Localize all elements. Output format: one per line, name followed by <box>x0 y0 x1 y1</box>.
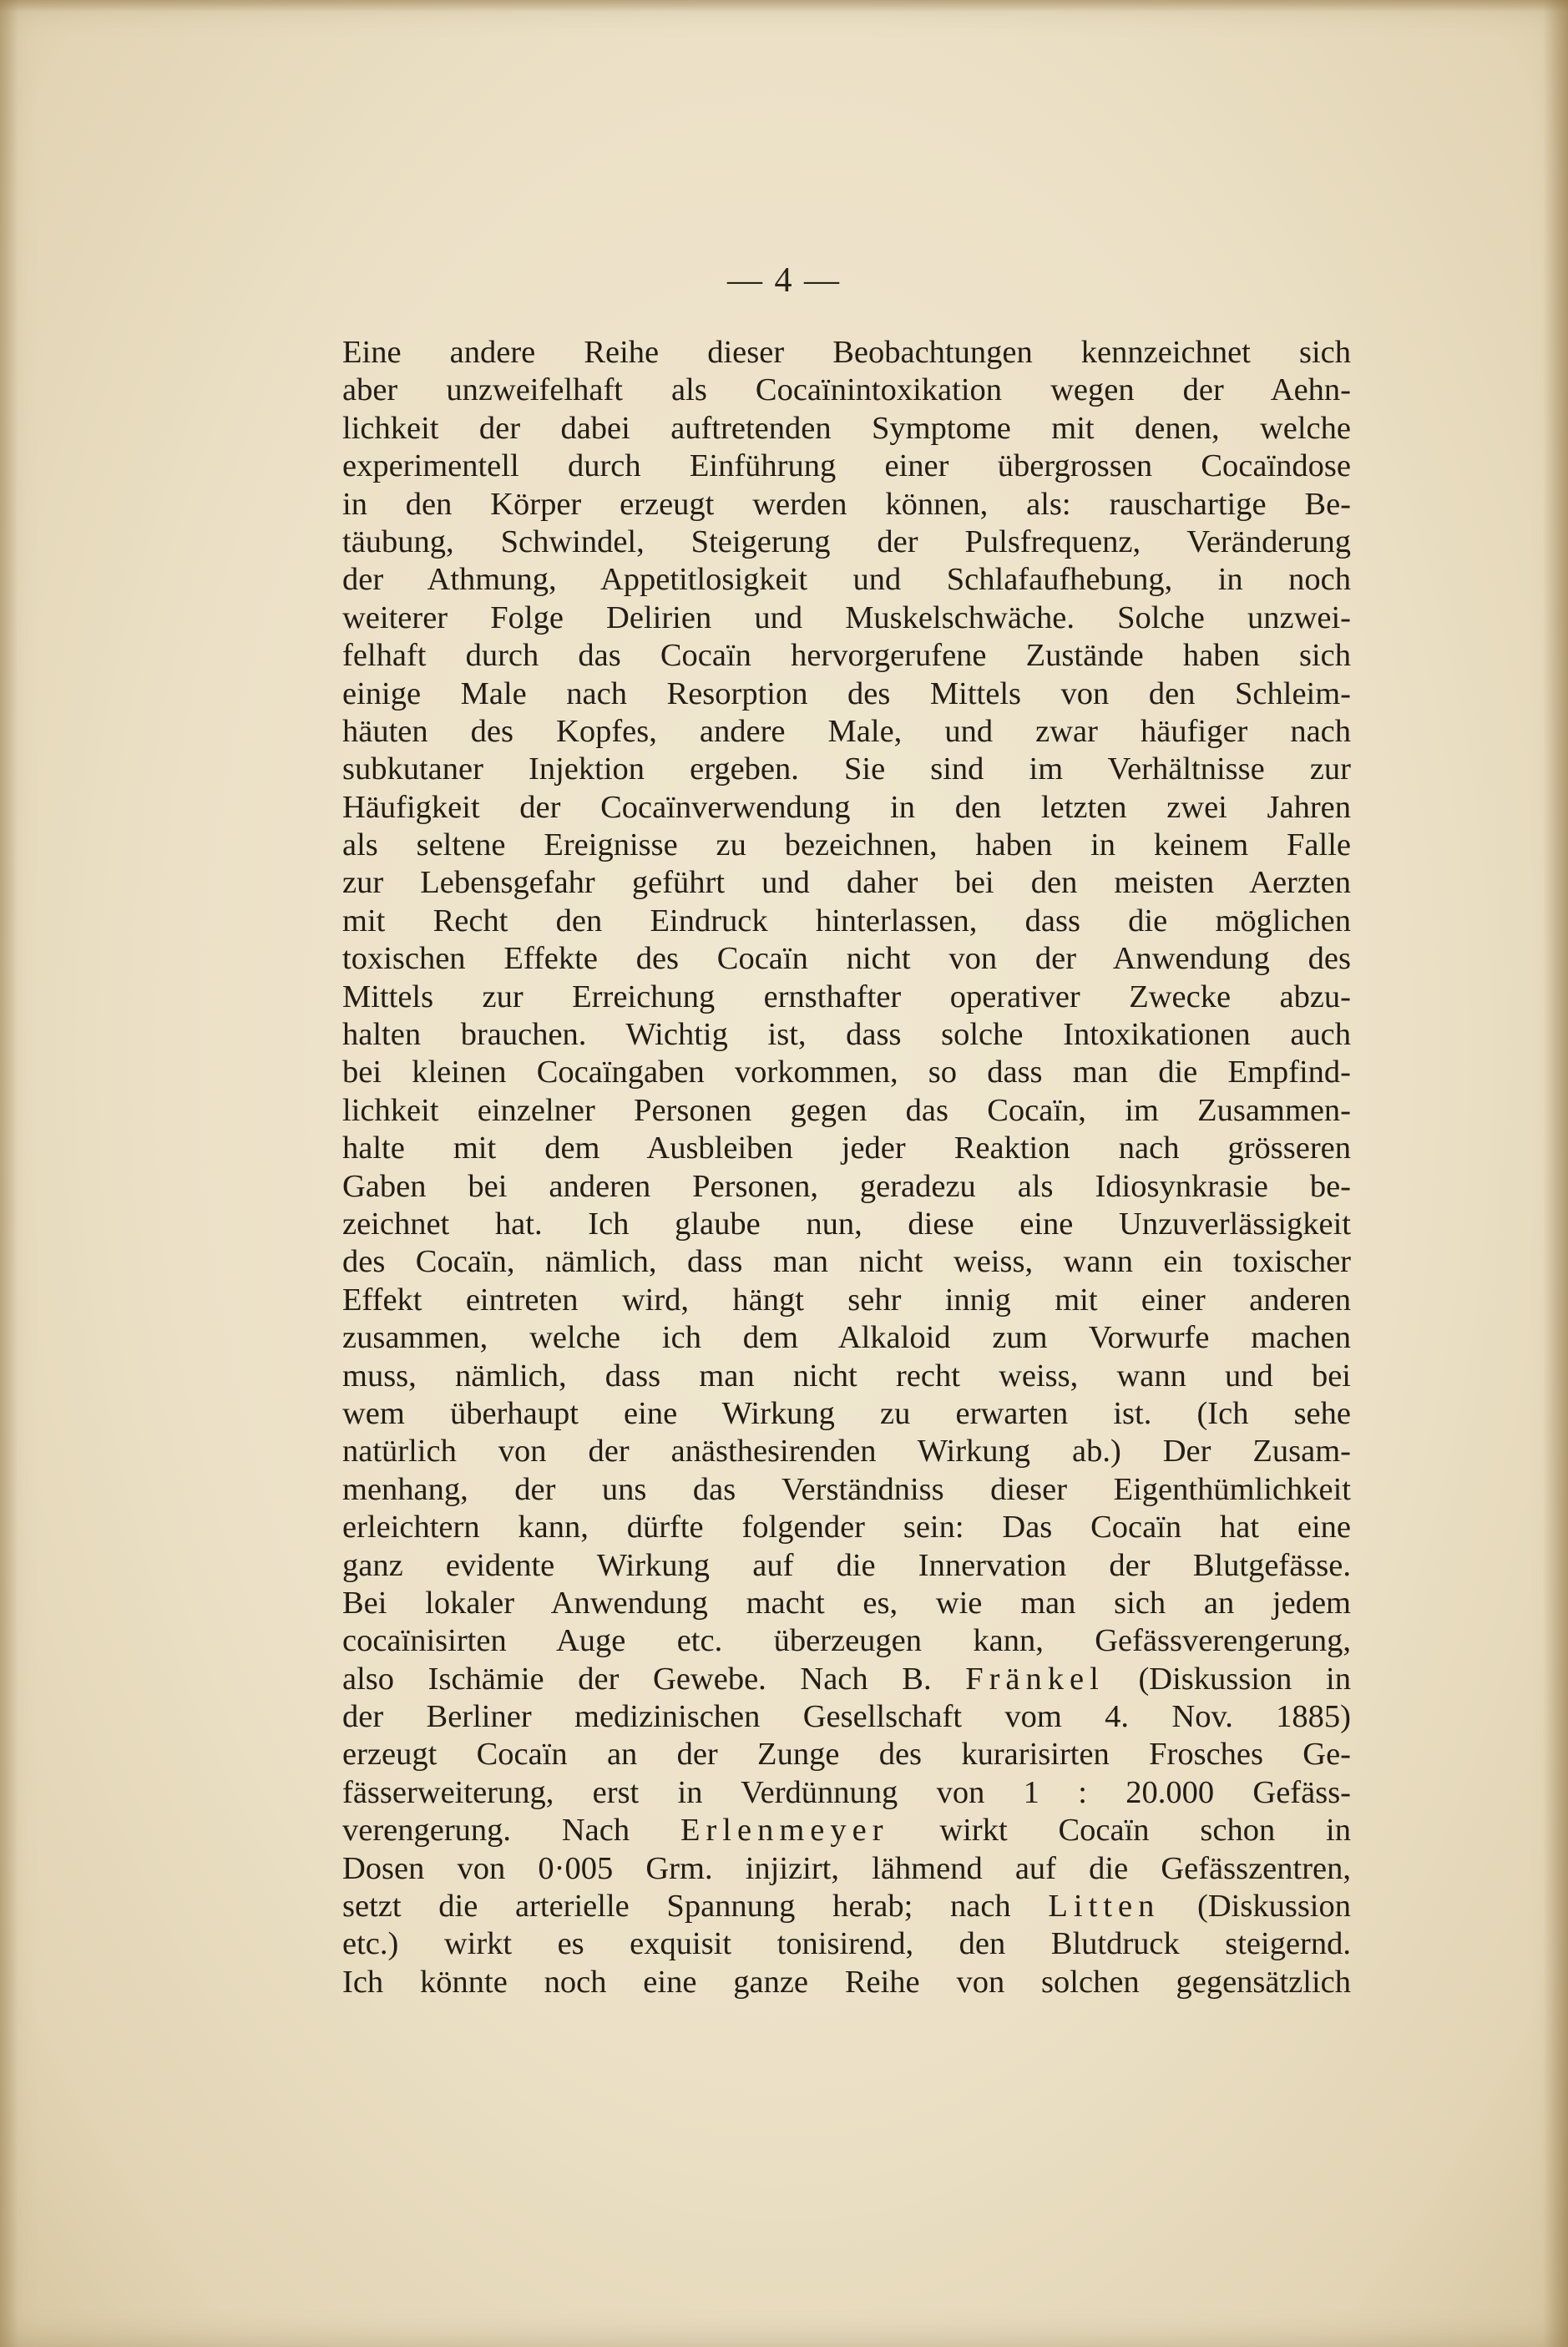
text-segment: zur Lebensgefahr geführt und daher bei den meisten Aerzten <box>342 865 1351 901</box>
text-segment: setzt die arterielle Spannung herab; nach <box>342 1889 1049 1925</box>
text-line <box>342 940 1351 978</box>
text-segment: Dosen von 0·005 Grm. injizirt, lähmend auf die Gefässzentren, <box>342 1850 1351 1886</box>
text-line <box>342 1433 1351 1470</box>
text-segment: Mittels zur Erreichung ernsthafter operativer Zwecke abzu- <box>342 979 1351 1014</box>
text-line <box>342 410 1351 448</box>
text-line <box>342 1850 1351 1888</box>
text-line <box>342 1319 1351 1357</box>
text-line <box>342 1358 1351 1395</box>
text-segment: der Athmung, Appetitlosigkeit und Schlafaufhebung, in noch <box>342 562 1351 598</box>
text-segment: lichkeit der dabei auftretenden Symptome mit denen, welche <box>342 410 1351 446</box>
text-line <box>342 1168 1351 1206</box>
text-segment: mit Recht den Eindruck hinterlassen, dass die möglichen <box>342 903 1351 938</box>
text-segment: verengerung. Nach <box>342 1813 680 1849</box>
author-name: Erlenmeyer <box>680 1813 889 1849</box>
text-segment: bei kleinen Cocaïngaben vorkommen, so dass man die Empfind- <box>342 1055 1351 1090</box>
text-line <box>342 1395 1351 1433</box>
text-line <box>342 1661 1351 1698</box>
text-segment: Gaben bei anderen Personen, geradezu als Idiosynkrasie be- <box>342 1168 1351 1204</box>
text-line <box>342 713 1351 751</box>
text-line <box>342 1206 1351 1243</box>
text-line <box>342 1585 1351 1622</box>
text-segment: täubung, Schwindel, Steigerung der Pulsfrequenz, Veränderung <box>342 524 1351 559</box>
text-segment: Effekt eintreten wird, hängt sehr innig mit einer anderen <box>342 1282 1351 1318</box>
text-segment: in den Körper erzeugt werden können, als: rauschartige Be- <box>342 486 1351 522</box>
text-segment: Bei lokaler Anwendung macht es, wie man sich an jedem <box>342 1585 1351 1621</box>
text-line <box>342 1698 1351 1736</box>
text-line <box>342 979 1351 1016</box>
text-segment: wem überhaupt eine Wirkung zu erwarten ist. (Ich sehe <box>342 1395 1351 1431</box>
page-number: — 4 — <box>727 261 841 300</box>
text-segment: des Cocaïn, nämlich, dass man nicht weiss, wann ein toxischer <box>342 1244 1351 1280</box>
text-line <box>342 1092 1351 1130</box>
text-line <box>342 1130 1351 1167</box>
text-segment: also Ischämie der Gewebe. Nach B. <box>342 1661 966 1697</box>
text-segment: Ich könnte noch eine ganze Reihe von solchen gegensätzlich <box>342 1964 1351 2000</box>
text-line <box>342 827 1351 864</box>
text-segment: subkutaner Injektion ergeben. Sie sind im Verhältnisse zur <box>342 751 1351 787</box>
text-line <box>342 675 1351 713</box>
text-line <box>342 372 1351 409</box>
text-line <box>342 1282 1351 1319</box>
text-segment: toxischen Effekte des Cocaïn nicht von der Anwendung des <box>342 941 1351 977</box>
text-segment: erzeugt Cocaïn an der Zunge des kurarisirten Frosches Ge- <box>342 1737 1351 1773</box>
text-line <box>342 1888 1351 1925</box>
text-line <box>342 1471 1351 1509</box>
author-name: Litten <box>1048 1889 1161 1925</box>
text-segment: etc.) wirkt es exquisit tonisirend, den Blutdruck steigernd. <box>342 1926 1351 1962</box>
text-segment: muss, nämlich, dass man nicht recht weiss, wann und bei <box>342 1358 1351 1394</box>
text-segment: menhang, der uns das Verständniss dieser Eigenthümlichkeit <box>342 1471 1351 1507</box>
text-line <box>342 864 1351 902</box>
text-line <box>342 1547 1351 1585</box>
text-line <box>342 524 1351 561</box>
paper-edge-shadow-left <box>0 0 18 2347</box>
text-line <box>342 1925 1351 1963</box>
text-segment: ganz evidente Wirkung auf die Innervation der Blutgefässe. <box>342 1547 1351 1583</box>
text-segment: natürlich von der anästhesirenden Wirkung ab.) Der Zusam- <box>342 1434 1351 1469</box>
text-line <box>342 334 1351 372</box>
text-segment: (Diskussion in <box>1104 1661 1351 1697</box>
text-segment: aber unzweifelhaft als Cocaïnintoxikation wegen der Aehn- <box>342 372 1351 408</box>
paper-edge-shadow-right <box>1543 0 1568 2347</box>
text-segment: einige Male nach Resorption des Mittels von den Schleim- <box>342 675 1351 711</box>
text-line <box>342 903 1351 940</box>
text-line <box>342 789 1351 827</box>
text-segment: häuten des Kopfes, andere Male, und zwar häufiger nach <box>342 713 1351 749</box>
text-segment: als seltene Ereignisse zu bezeichnen, haben in keinem Falle <box>342 827 1351 863</box>
body-text <box>342 334 1351 2001</box>
text-line <box>342 1509 1351 1546</box>
text-line <box>342 1243 1351 1281</box>
text-segment: zusammen, welche ich dem Alkaloid zum Vorwurfe machen <box>342 1320 1351 1356</box>
text-line <box>342 1774 1351 1812</box>
text-segment: Eine andere Reihe dieser Beobachtungen kennzeichnet sich <box>342 335 1351 370</box>
text-segment: lichkeit einzelner Personen gegen das Cocaïn, im Zusammen- <box>342 1092 1351 1128</box>
text-line <box>342 448 1351 485</box>
text-segment: halte mit dem Ausbleiben jeder Reaktion nach grösseren <box>342 1131 1351 1166</box>
text-segment: erleichtern kann, dürfte folgender sein: Das Cocaïn hat eine <box>342 1510 1351 1545</box>
text-segment: der Berliner medizinischen Gesellschaft vom 4. Nov. 1885) <box>342 1699 1351 1735</box>
text-segment: (Diskussion <box>1160 1889 1351 1925</box>
text-segment: wirkt Cocaïn schon in <box>888 1813 1351 1849</box>
text-line <box>342 561 1351 599</box>
text-segment: Häufigkeit der Cocaïnverwendung in den letzten zwei Jahren <box>342 789 1351 825</box>
text-segment: experimentell durch Einführung einer übergrossen Cocaïndose <box>342 448 1351 484</box>
text-line <box>342 1016 1351 1054</box>
text-line <box>342 1812 1351 1849</box>
author-name: Fränkel <box>965 1661 1105 1697</box>
text-line <box>342 751 1351 788</box>
text-line <box>342 1054 1351 1091</box>
text-segment: zeichnet hat. Ich glaube nun, diese eine Unzuverlässigkeit <box>342 1206 1351 1242</box>
text-line <box>342 1964 1351 2001</box>
paper-edge-shadow-top <box>0 0 1568 12</box>
text-segment: fässerweiterung, erst in Verdünnung von 1 : 20.000 Gefäss- <box>342 1774 1351 1810</box>
text-segment: cocaïnisirten Auge etc. überzeugen kann, Gefässverengerung, <box>342 1623 1351 1659</box>
text-segment: felhaft durch das Cocaïn hervorgerufene Zustände haben sich <box>342 638 1351 674</box>
text-segment: weiterer Folge Delirien und Muskelschwäche. Solche unzwei- <box>342 599 1351 635</box>
text-line <box>342 599 1351 637</box>
text-line <box>342 1622 1351 1660</box>
text-line <box>342 486 1351 524</box>
text-line <box>342 1736 1351 1773</box>
text-segment: halten brauchen. Wichtig ist, dass solche Intoxikationen auch <box>342 1017 1351 1053</box>
text-line <box>342 637 1351 675</box>
